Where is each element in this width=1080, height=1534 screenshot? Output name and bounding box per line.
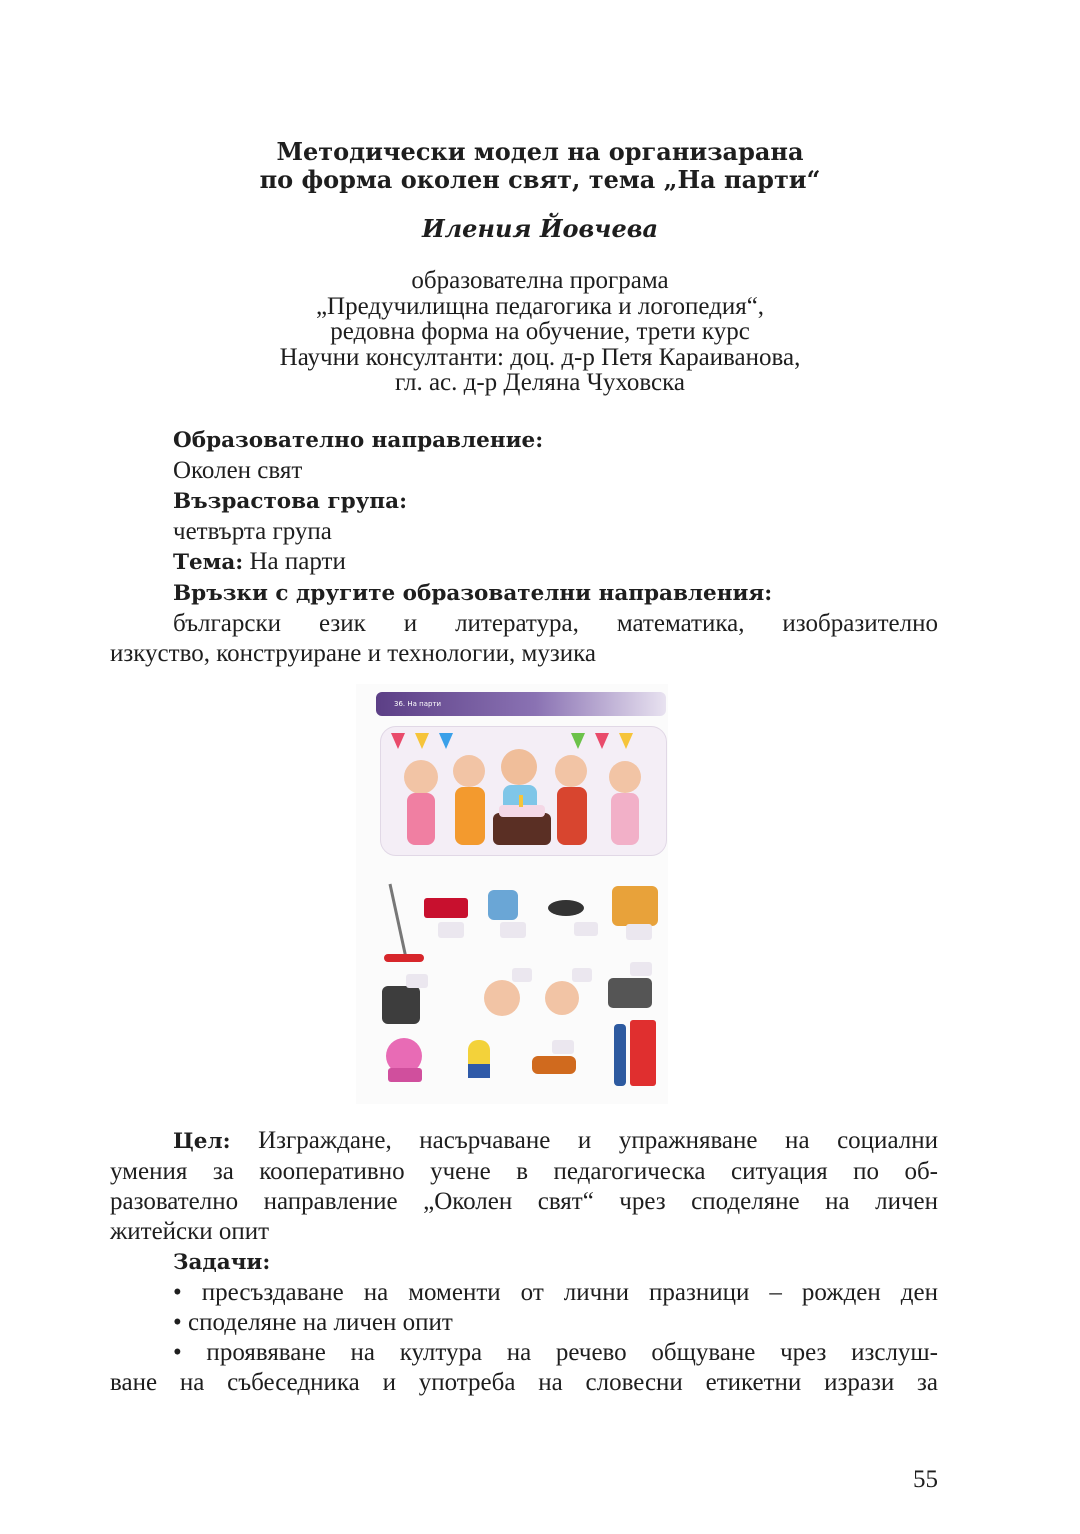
goal-line-1: Цел: Изграждане, насърчаване и упражняване на социални <box>173 1127 938 1154</box>
goal-label: Цел: <box>173 1129 231 1154</box>
toy-truck-icon <box>424 898 468 938</box>
links-heading: Връзки с другите образователни направления: <box>173 581 773 606</box>
page-number: 55 <box>913 1466 938 1493</box>
toy-car-icon <box>532 1040 576 1074</box>
play-set-icon <box>612 886 658 940</box>
task-item-3-line-2: ване на събеседника и употреба на словесни етикетни изрази за <box>110 1369 938 1396</box>
party-scene-image <box>380 726 667 856</box>
direction-heading: Образователно направление: <box>173 428 544 453</box>
direction-value: Околен свят <box>173 457 303 484</box>
affiliation-line-1: образователна програма <box>411 267 669 294</box>
task-item-1: • пресъздаване на моменти от лични празници – рожден ден <box>173 1279 938 1306</box>
girl-portrait-icon <box>484 968 532 1016</box>
textbook-illustration <box>356 684 668 1104</box>
vanity-toy-icon <box>386 1038 422 1082</box>
page-title <box>110 138 970 194</box>
age-value: четвърта група <box>173 518 332 545</box>
skates-icon <box>382 974 428 1024</box>
doll-and-kitchen-icon <box>614 1020 656 1086</box>
goal-section <box>110 1126 938 1398</box>
title-line-1: Методически модел на организарана <box>276 137 804 166</box>
affiliation-line-2: „Предучилищна педагогика и логопедия“, <box>315 292 765 320</box>
affiliation-block <box>110 268 970 396</box>
metadata-section <box>110 425 938 669</box>
minion-toy-icon <box>468 1040 490 1078</box>
author-name: Иления Йовчева <box>421 214 659 243</box>
affiliation-line-4: Научни консултанти: доц. д-р Петя Караиванова, <box>279 343 801 371</box>
scooter-icon <box>384 884 424 962</box>
age-heading: Възрастова група: <box>173 489 408 514</box>
illustration-banner: 36. На парти <box>376 692 666 716</box>
title-line-2: по форма околен свят, тема „На парти“ <box>259 165 821 194</box>
links-line-1: български език и литература, математика, изобразително <box>173 610 938 637</box>
helicopter-icon <box>548 900 598 936</box>
topic-line <box>110 547 938 578</box>
goal-line-2: умения за кооперативно учене в педагогическа ситуация по об- <box>110 1158 938 1185</box>
boy-portrait-icon <box>545 968 592 1015</box>
links-line-2: изкуство, конструиране и технологии, музика <box>110 640 596 667</box>
goal-line-3: разователно направление „Околен свят“ чрез споделяне на личен <box>110 1188 938 1215</box>
party-scene-graphic <box>381 727 666 855</box>
task-item-2: • споделяне на личен опит <box>173 1309 453 1336</box>
rollerblades-icon <box>488 890 526 938</box>
toy-grid-graphic <box>376 880 666 1102</box>
tasks-heading: Задачи: <box>173 1250 271 1275</box>
tablet-icon <box>608 962 652 1008</box>
affiliation-line-5: гл. ас. д-р Деляна Чуховска <box>394 369 685 396</box>
affiliation-line-3: редовна форма на обучение, трети курс <box>330 318 750 345</box>
task-item-3-line-1: • проявяване на култура на речево общуване чрез изслуш- <box>173 1339 938 1366</box>
topic-value: На парти <box>243 548 346 575</box>
topic-label: Тема: <box>173 550 244 575</box>
goal-line-4: житейски опит <box>110 1218 270 1245</box>
